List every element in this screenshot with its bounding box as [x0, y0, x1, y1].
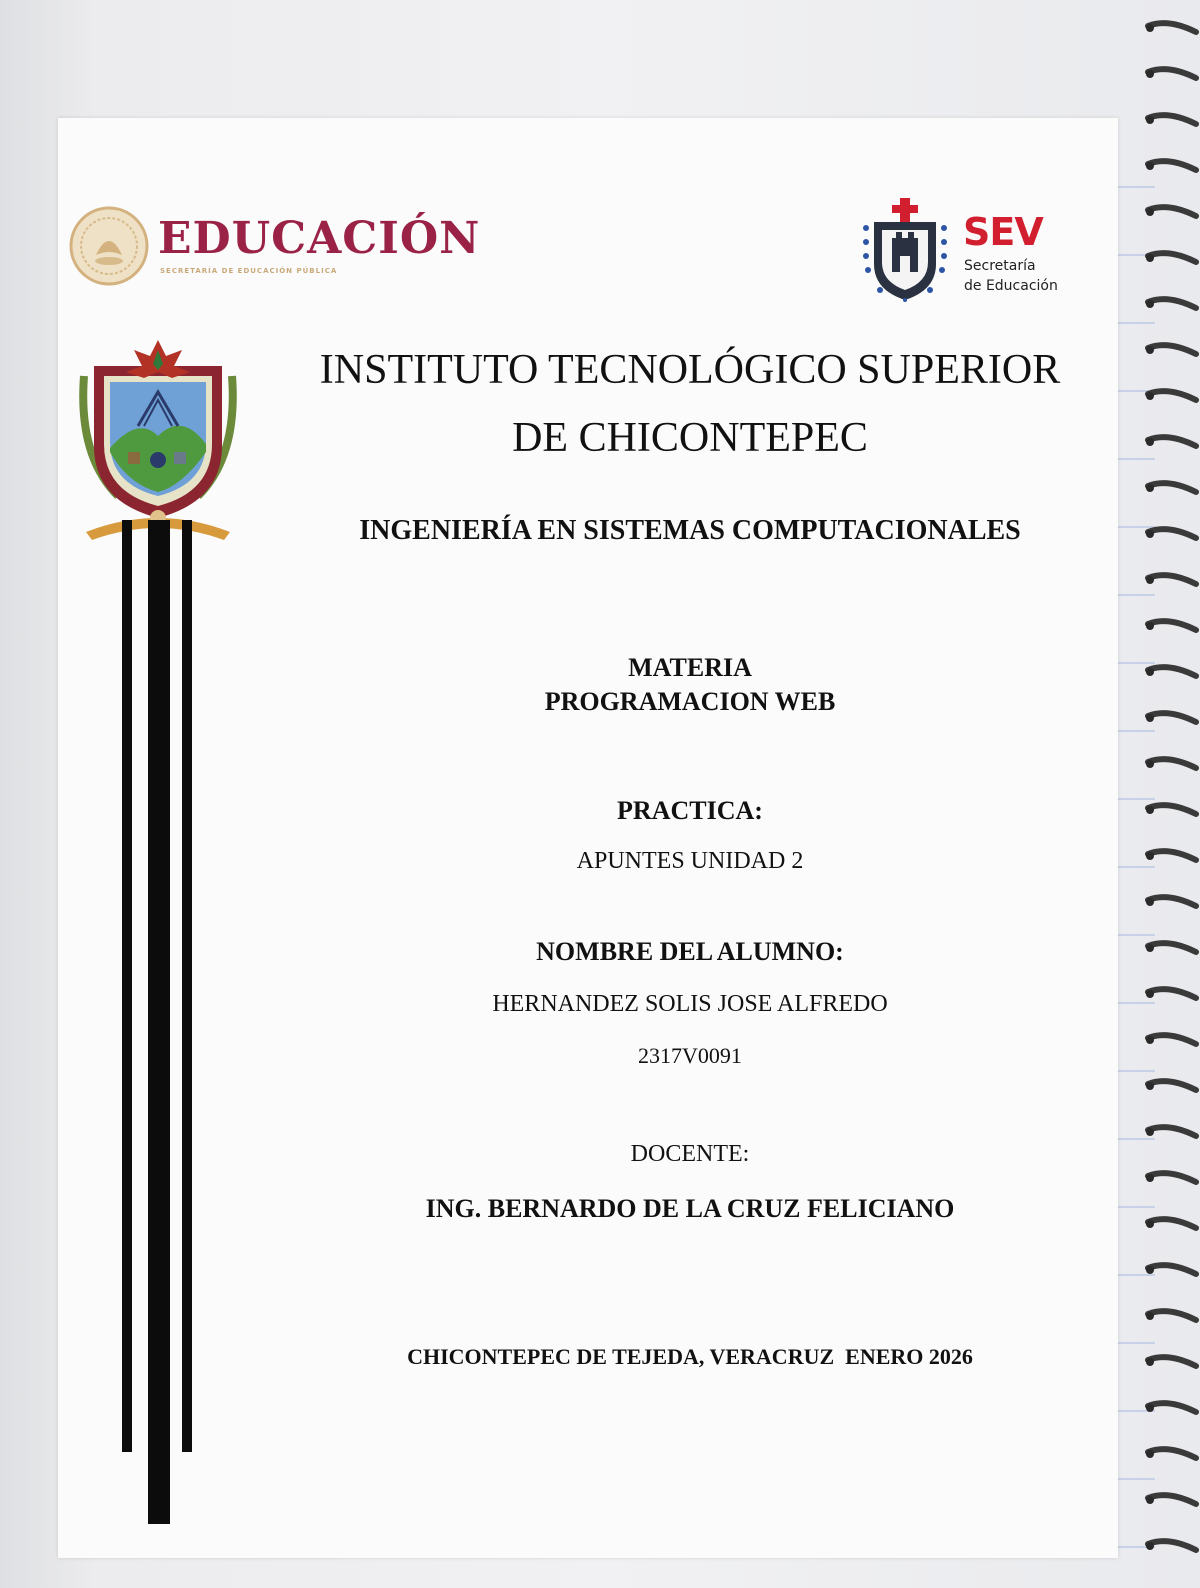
decorative-stripes — [120, 520, 200, 1530]
place-date: CHICONTEPEC DE TEJEDA, VERACRUZ ENERO 2026 — [407, 1344, 973, 1369]
subject-value: PROGRAMACION WEB — [544, 687, 836, 716]
student-label: NOMBRE DEL ALUMNO: — [536, 937, 844, 966]
practice-label: PRACTICA: — [617, 796, 763, 825]
stripe-left — [122, 520, 132, 1452]
stripe-right — [182, 520, 192, 1452]
teacher-label: DOCENTE: — [630, 1141, 750, 1167]
sep-subtitle: SECRETARÍA DE EDUCACIÓN PÚBLICA — [160, 267, 338, 275]
student-id: 2317V0091 — [638, 1043, 742, 1068]
stripe-middle — [148, 520, 170, 1524]
itsch-crest-icon — [78, 336, 238, 546]
subject-label: MATERIA — [628, 653, 752, 682]
institution-line-2: DE CHICONTEPEC — [512, 415, 868, 461]
sev-title: SEV — [963, 210, 1043, 254]
career-title: INGENIERÍA EN SISTEMAS COMPUTACIONALES — [359, 515, 1021, 546]
spiral-binding-icon — [1140, 0, 1200, 1588]
mexico-seal-icon — [68, 205, 150, 287]
sep-title: EDUCACIÓN — [158, 213, 481, 264]
institution-line-1: INSTITUTO TECNOLÓGICO SUPERIOR — [319, 347, 1061, 393]
sev-subtitle-1: Secretaría — [964, 258, 1036, 274]
veracruz-shield-icon — [860, 198, 950, 302]
teacher-name: ING. BERNARDO DE LA CRUZ FELICIANO — [425, 1194, 955, 1223]
sep-logo — [68, 205, 481, 295]
practice-value: APUNTES UNIDAD 2 — [576, 848, 804, 874]
sev-subtitle-2: de Educación — [964, 278, 1058, 294]
student-name: HERNANDEZ SOLIS JOSE ALFREDO — [492, 991, 888, 1017]
cover-sheet — [58, 118, 1118, 1558]
sev-logo — [860, 198, 1100, 308]
